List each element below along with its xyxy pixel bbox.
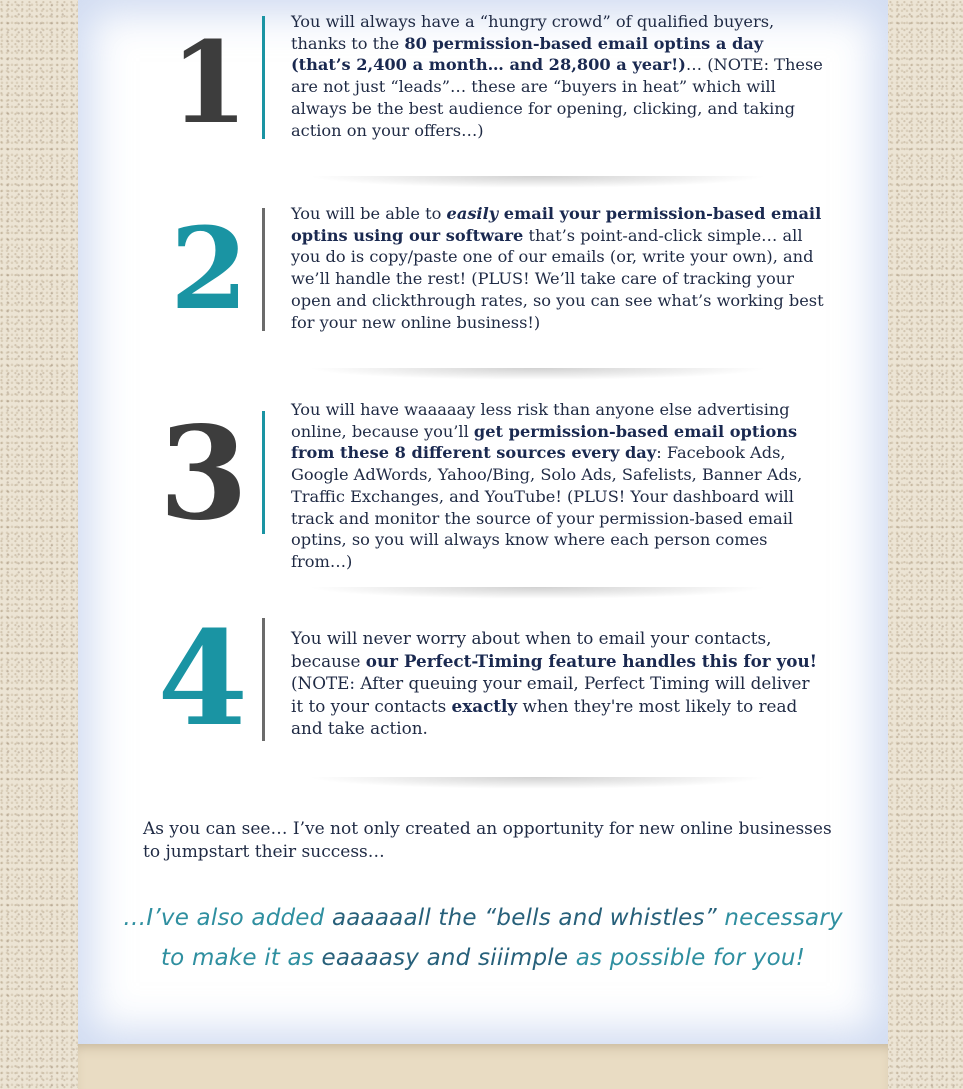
benefit-number-2: 2 xyxy=(170,204,248,335)
benefit-number-1: 1 xyxy=(170,18,248,149)
benefit-text-2-part-2: easily xyxy=(446,204,499,223)
benefit-text-1-part-2: 80 permission-based email optins a day (that’s 2,400 a month… and 28,800 a year!) xyxy=(291,33,764,75)
benefit-text-4-part-3: (NOTE: After queuing your email, Perfect Timing will deliver it to your contacts xyxy=(291,673,810,716)
closing-paragraph: As you can see… I’ve not only created an opportunity for new online businesses to jumpstart their success… xyxy=(143,819,832,862)
tagline-part-3: necessary to make it as xyxy=(160,905,843,971)
tagline-part-5: as possible for you! xyxy=(568,945,806,971)
benefit-text-3-part-1: You will have waaaaay less risk than anyone else advertising online, because you’ll xyxy=(291,400,790,441)
benefit-text-3-part-2: get permission-based email options from these 8 different sources every day xyxy=(291,421,798,463)
benefit-text-1-part-3: … (NOTE: These are not just “leads”… these are “buyers in heat” which will always be the best audience for opening, clicking, and taking action on your offers…) xyxy=(291,55,823,140)
benefit-text-4-part-2: our Perfect-Timing feature handles this for you! xyxy=(365,650,818,671)
section-separator-3 xyxy=(308,587,768,599)
benefit-text-4 xyxy=(291,627,826,740)
handwritten-tagline xyxy=(118,898,848,978)
benefit-text-2 xyxy=(291,203,826,333)
benefit-text-2-part-1: You will be able to xyxy=(291,204,447,223)
benefit-number-4: 4 xyxy=(157,602,248,755)
content-panel xyxy=(78,0,888,1044)
benefit-text-4-part-4: exactly xyxy=(451,695,518,716)
section-separator-1 xyxy=(308,176,768,188)
section-separator-4 xyxy=(308,777,768,789)
benefit-text-3 xyxy=(291,399,826,573)
benefit-divider-bar-3 xyxy=(262,411,265,534)
benefit-number-3: 3 xyxy=(158,399,248,549)
benefit-text-2-part-3: email your permission-based email optins using our software xyxy=(291,204,822,245)
benefit-text-4-part-1: You will never worry about when to email your contacts, because xyxy=(291,628,772,671)
benefit-divider-bar-4 xyxy=(262,618,265,741)
benefit-divider-bar-2 xyxy=(262,208,265,331)
benefit-text-4-part-5: when they're most likely to read and take action. xyxy=(291,695,798,738)
benefit-divider-bar-1 xyxy=(262,16,265,139)
section-separator-2 xyxy=(308,368,768,380)
benefit-text-2-part-4: that’s point-and-click simple… all you do is copy/paste one of our emails (or, write your own), and we’ll handle the rest! (PLUS! We’ll take care of tracking your open and clickthrough rates, so you can see what’s working best for your new online business!) xyxy=(291,225,824,332)
benefit-text-1 xyxy=(291,11,826,141)
footer-band xyxy=(78,1044,888,1089)
tagline-part-4: eaaaasy and siiimple xyxy=(321,945,569,971)
tagline-part-2: aaaaaall the “bells and whistles” xyxy=(331,905,717,931)
tagline-part-1: …I’ve also added xyxy=(123,905,332,931)
benefit-text-3-part-3: : Facebook Ads, Google AdWords, Yahoo/Bing, Solo Ads, Safelists, Banner Ads, Traffic Exchanges, and YouTube! (PLUS! Your dashboard will track and monitor the source of your permission-based email optins, so you will always know where each person comes from…) xyxy=(291,443,803,571)
benefit-text-1-part-1: You will always have a “hungry crowd” of qualified buyers, thanks to the xyxy=(291,12,775,53)
